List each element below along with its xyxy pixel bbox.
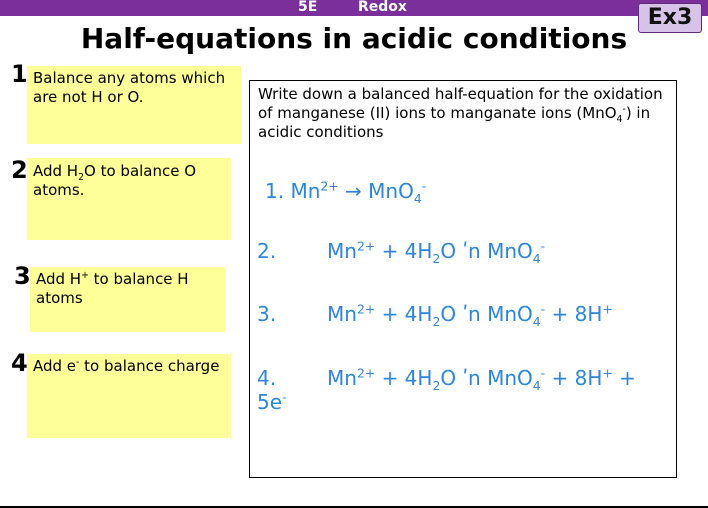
- prompt-text-end: ) in acidic conditions: [258, 104, 651, 141]
- oxygen: O: [440, 302, 457, 326]
- step-text-sub: 2: [78, 172, 85, 183]
- line-number: 1.: [265, 179, 285, 203]
- reaction-arrow: ʹn: [462, 302, 481, 326]
- line-number: 3.: [257, 302, 277, 326]
- subscript: 2: [432, 251, 441, 266]
- step-note-3: [30, 267, 225, 332]
- line-number: 2.: [257, 239, 277, 263]
- step-note-2: [27, 158, 231, 240]
- charge: 2+: [356, 365, 376, 381]
- water-term: + 4H: [381, 302, 433, 326]
- charge: +: [602, 365, 613, 381]
- subscript: 2: [432, 314, 441, 329]
- charge: -: [540, 365, 546, 381]
- charge: -: [282, 389, 287, 405]
- step-number-1: 1: [11, 60, 28, 88]
- oxygen: O: [440, 239, 457, 263]
- charge: -: [421, 178, 427, 194]
- reaction-arrow: ʹn: [462, 366, 481, 390]
- subscript: 2: [432, 378, 441, 393]
- step-number-2: 2: [11, 156, 28, 184]
- charge: -: [540, 238, 546, 254]
- prompt-sub: 4: [616, 114, 623, 125]
- charge: -: [540, 301, 546, 317]
- step-note-1: [27, 66, 241, 144]
- step-text: to balance charge: [79, 357, 220, 375]
- answer-line-3: [257, 301, 613, 329]
- page-title: Half-equations in acidic conditions: [80, 22, 628, 55]
- top-banner: [0, 0, 708, 16]
- prompt-text: Write down a balanced half-equation for the oxidation of manganese (II) ions to manganate ions (MnO: [258, 85, 663, 122]
- mn-symbol: Mn: [327, 366, 357, 390]
- mn-symbol: Mn: [290, 179, 321, 203]
- exercise-badge: Ex3: [638, 3, 702, 33]
- mno-symbol: MnO: [368, 179, 414, 203]
- hydrogen-ion-term: + 8H: [551, 366, 603, 390]
- step-text-sup: -: [76, 357, 80, 368]
- charge: 2+: [356, 301, 376, 317]
- charge: +: [602, 301, 613, 317]
- mno-symbol: MnO: [487, 239, 533, 263]
- mn-symbol: Mn: [327, 302, 357, 326]
- question-prompt: [258, 85, 668, 142]
- water-term: + 4H: [381, 366, 433, 390]
- subscript: 4: [413, 191, 422, 206]
- prompt-sup: -: [622, 104, 626, 115]
- subscript: 4: [532, 251, 541, 266]
- plus-sign: +: [619, 366, 636, 390]
- step-text-sup: +: [81, 270, 89, 281]
- charge: 2+: [356, 238, 376, 254]
- step-text: Add e: [33, 357, 77, 375]
- answer-line-2: [257, 238, 546, 266]
- answer-line-4: [257, 365, 636, 393]
- unit-label: 5E: [298, 0, 318, 15]
- step-text: Add H: [36, 270, 82, 288]
- answer-box: [249, 80, 677, 478]
- step-text: O to balance O atoms.: [33, 162, 197, 199]
- reaction-arrow: ʹn: [462, 239, 481, 263]
- step-text: Add H: [33, 162, 79, 180]
- hydrogen-ion-term: + 8H: [551, 302, 603, 326]
- step-number-3: 3: [14, 262, 31, 290]
- electron-term: 5e: [257, 390, 283, 414]
- mno-symbol: MnO: [487, 366, 533, 390]
- oxygen: O: [440, 366, 457, 390]
- step-number-4: 4: [11, 349, 28, 377]
- step-note-4: [27, 354, 231, 438]
- mno-symbol: MnO: [487, 302, 533, 326]
- water-term: + 4H: [381, 239, 433, 263]
- step-text: to balance H atoms: [36, 270, 189, 307]
- line-number: 4.: [257, 366, 277, 390]
- subscript: 4: [532, 314, 541, 329]
- subscript: 4: [532, 378, 541, 393]
- charge: 2+: [320, 178, 339, 194]
- mn-symbol: Mn: [327, 239, 357, 263]
- topic-label: Redox: [358, 0, 407, 15]
- answer-line-4-cont: [257, 390, 287, 414]
- reaction-arrow: →: [345, 179, 362, 203]
- step-text: Balance any atoms which are not H or O.: [33, 69, 226, 106]
- answer-line-1: [265, 178, 427, 206]
